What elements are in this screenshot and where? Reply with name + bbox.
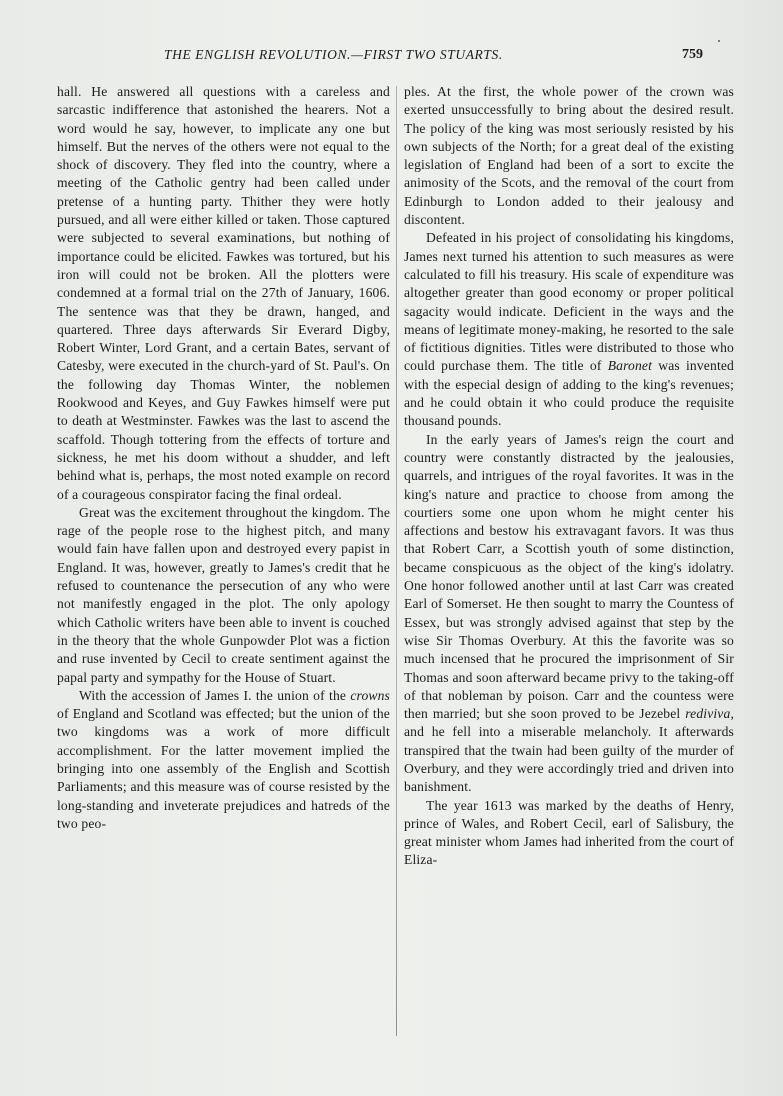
scan-speck	[718, 40, 720, 42]
running-title: THE ENGLISH REVOLUTION.—FIRST TWO STUARTS.	[164, 47, 503, 62]
page-number: 759	[682, 47, 703, 62]
italic-term: Baronet	[607, 358, 653, 374]
italic-term: rediviva	[685, 706, 731, 722]
paragraph-text: In the early years of James's reign the court and country were constantly distracted by the jealousies, quarrels, and intrigues of the royal favorites. It was in the king's nature and practice to choose from among the courtiers some one upon whom he might center his affections and bestow his extravagant favors. It was thus that Robert Carr, a Scottish youth of some distinction, became conspicuous as the object of the king's idolatry. One honor followed another until at last Carr was created Earl of Somerset. He then sought to marry the Countess of Essex, but was strongly advised against that step by the wise Sir Thomas Overbury. At this the favorite was so much incensed that he procured the imprisonment of Sir Thomas and soon afterward became privy to the taking-off of that nobleman by poison. Carr and the countess were then married; but she soon proved to be Jezebel	[404, 431, 734, 722]
paragraph	[57, 687, 390, 833]
paragraph-text: of England and Scotland was effected; but the union of the two kingdoms was a work of more difficult accomplishment. For the latter movement implied the bringing into one assembly of the English and Scottish Parliaments; and this measure was of course resisted by the long-standing and inveterate prejudices and hatreds of the two peo-	[57, 706, 390, 831]
paragraph-text: With the accession of James I. the union of the	[79, 687, 351, 703]
paragraph-text: , and he fell into a miserable melancholy. It afterwards transpired that the twain had been guilty of the murder of Overbury, and they were accordingly tried and driven into banishment.	[404, 706, 734, 795]
paragraph: The year 1613 was marked by the deaths of Henry, prince of Wales, and Robert Cecil, earl of Salisbury, the great minister whom James had inherited from the court of Eliza-	[404, 797, 734, 868]
right-column	[404, 83, 734, 870]
column-divider	[396, 86, 397, 1036]
paragraph-text: was invented with the especial design of adding to the king's revenues; and he could obtain it who could produce the requisite thousand pounds.	[404, 358, 734, 429]
page-header	[160, 47, 740, 69]
paragraph	[404, 229, 734, 430]
left-column	[57, 83, 390, 833]
italic-term: crowns	[350, 687, 390, 703]
paragraph: hall. He answered all questions with a careless and sarcastic indifference that astonished the hearers. Not a word would he say, however, to implicate any one but himself. But the nerves of the others were not equal to the shock of discovery. They fled into the country, where a meeting of the Catholic gentry had been called under pretense of a hunting party. Thither they were hotly pursued, and all were either killed or taken. Those captured were subjected to several examinations, but nothing of importance could be elicited. Fawkes was tortured, but his iron will could not be broken. All the plotters were condemned at a formal trial on the 27th of January, 1606. The sentence was that they be drawn, hanged, and quartered. Three days afterwards Sir Everard Digby, Robert Winter, Lord Grant, and a certain Bates, servant of Catesby, were executed in the church-yard of St. Paul's. On the following day Thomas Winter, the noblemen Rookwood and Keyes, and Guy Fawkes himself were put to death at Westminster. Fawkes was the last to ascend the scaffold. Though tottering from the effects of torture and sickness, he met his doom without a shudder, and left behind what is, perhaps, the most noted example on record of a courageous conspirator facing the final ordeal.	[57, 84, 390, 502]
paragraph: Great was the excitement throughout the kingdom. The rage of the people rose to the highest pitch, and many would fain have fallen upon and destroyed every papist in England. It was, however, greatly to James's credit that he refused to countenance the persecution of any who were not manifestly engaged in the plot. The only apology which Catholic writers have been able to invent is couched in the theory that the whole Gunpowder Plot was a fiction and ruse invented by Cecil to create sentiment against the papal party and sympathy for the House of Stuart.	[57, 504, 390, 685]
paragraph	[404, 431, 734, 797]
paragraph-text: Defeated in his project of consolidating his kingdoms, James next turned his attention to such measures as were calculated to fill his treasury. His scale of expenditure was altogether greater than good economy or proper political sagacity would indicate. Deficient in the ways and the means of legitimate money-making, he resorted to the sale of fictitious dignities. Titles were distributed to those who could purchase them. The title of	[404, 230, 734, 374]
paragraph: ples. At the first, the whole power of the crown was exerted unsuccessfully to bring about the desired result. The policy of the king was most seriously resisted by his own subjects of the North; for a great deal of the existing legislation of England had been of a sort to excite the animosity of the Scots, and the removal of the court from Edinburgh to London added to their jealousy and discontent.	[404, 84, 734, 228]
